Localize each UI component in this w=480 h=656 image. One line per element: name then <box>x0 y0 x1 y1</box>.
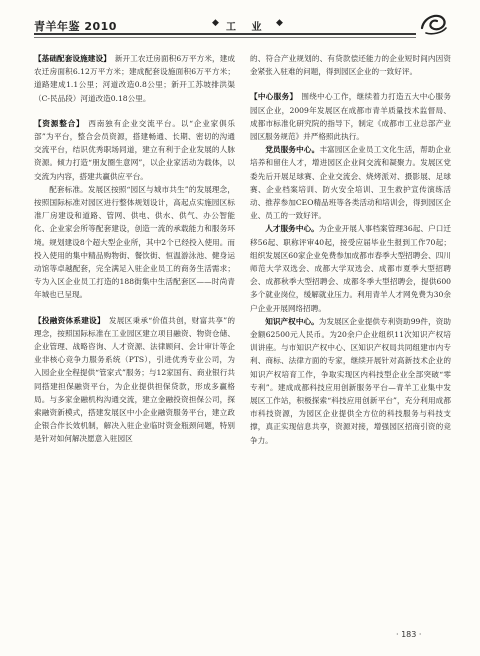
subsection-paragraph <box>250 222 451 314</box>
page-header <box>0 0 480 44</box>
paragraph <box>250 52 451 78</box>
subsection-text: 丰富园区企业员工文化生活，帮助企业培养和留住人才，增进园区企业间交流和凝聚力。发展区党委先后开展足球赛、企业交流会、烧烤派对、摄影展、足球赛、企业档案培训、防火安全培训、卫生救护宣传演练活动、推荐参加CEO精品班等各类活动和培训会，得到园区企业、员工的一致好评。 <box>250 145 452 221</box>
subsection-title: 知识产权中心。 <box>265 316 319 326</box>
subsection-paragraph <box>250 143 451 222</box>
right-column <box>250 52 451 459</box>
diamond-left-icon: ◆ <box>212 18 219 28</box>
paragraph-text: 的、符合产业规划的、有贷款偿还能力的企业短时间内因资金紧张入驻难的问题，得到园区企业的一致好评。 <box>250 54 451 77</box>
article-section <box>34 52 235 105</box>
paragraph-text: 新开工农迁房面积6万平方米，建成农迁房面积6.12万平方米；建成配套设施面积6万平方米；道路建成1.1公里；河道改造0.8公里；新开工苏坡排洪渠（C-民品段）河道改造0.18公里。 <box>34 54 235 103</box>
article-section <box>34 117 235 302</box>
section-heading: 【中心服务】 <box>250 92 298 102</box>
paragraph-text: 围绕中心工作，继续着力打造五大中心服务园区企业，2009年发展区在成都市青羊质量技术监督局、成都市标准化研究院的指导下，制定《成都市工业总部产业园区服务规范》并严格照此执行。 <box>250 92 452 142</box>
subsection-paragraph <box>250 315 451 447</box>
article-section <box>34 314 235 446</box>
paragraph <box>34 52 235 105</box>
subsection-title: 党员服务中心。 <box>265 145 320 155</box>
section-heading: 【基础配套设施建设】 <box>34 54 111 63</box>
paragraph <box>34 183 235 302</box>
page-number: · 183 · <box>396 630 422 639</box>
swirl-logo-icon <box>418 6 450 38</box>
subsection-text: 为企业开展人事档案管理36起、户口迁移56起、职称评审40起，接受应届毕业生报到工作70起；组织发展区60家企业免费参加成都市春季大型招聘会、四川师范大学双选会、成都大学双选会、成都市夏季大型招聘会、成都秋季大型招聘会、成都冬季大型招聘会，提供600多个就业岗位，缓解就业压力。利用青羊人才网免费为30余户企业开展网络招聘。 <box>250 224 451 313</box>
section-heading: 【投融资体系建设】 <box>34 315 105 325</box>
paragraph <box>34 117 235 183</box>
header-rule-thin <box>34 37 416 38</box>
publication-title: 青羊年鉴 2010 <box>34 20 117 33</box>
article-section <box>250 90 451 446</box>
article-section <box>250 52 451 78</box>
paragraph-text: 配套标准。发展区按照“园区与城市共生”的发展理念，按照国际标准对园区进行整体规划设计，高起点实施园区标准厂房建设和道路、管网、供电、供水、供气、办公智能化、企业家会所等配套建设，创造一流的承载能力和服务环境。规划建设8个超大型企业所，其中2个已经投入使用。而投入使用的集中精品购物街、餐饮街、恒温游泳池、健身运动馆等卓越配套，完全满足入驻企业员工的商务生活需求；专为入区企业员工打造的188街集中生活配套区——时尚青年城也已呈现。 <box>34 184 235 300</box>
left-column <box>34 52 235 458</box>
paragraph <box>34 314 235 446</box>
section-title: 工 业 <box>226 22 268 33</box>
section-heading: 【资源整合】 <box>34 118 85 128</box>
subsection-title: 人才服务中心。 <box>265 224 319 234</box>
paragraph <box>250 90 451 143</box>
subsection-text: 为发展区企业提供专利资助99件，资助金额62500元人民币。为20余户企业组织11次知识产权培训讲座。与市知识产权中心、区知识产权局共同组建市内专利、商标、法律方面的专家，继续开展针对高新技术企业的知识产权培育工作，争取实现区内科技型企业全部突破“零专利”。建成成都科技应用创新服务平台—青羊工业集中发展区工作站，积极探索“科技应用创新平台”，充分利用成都市科技资源，为园区企业提供全方位的科技服务与科技支撑，真正实现信息共享，资源对接，增强园区招商引资的竞争力。 <box>250 316 451 445</box>
paragraph-text: 发展区秉承“价值共创，财富共享”的理念，按照国际标准在工业园区建立项目融资、物资仓储、企业管理、战略咨询、人才资源、法律顾问、会计审计等企业非核心竞争力服务系统（PTS），引进优秀专业公司，为入园企业全程提供“管家式”服务；与12家国有、商业银行共同搭建担保融资平台，为企业提供担保贷款，形成多赢格局。与多家金融机构沟通交流，建立金融投资担保公司，探索融资新模式，搭建发展区中小企业融资服务平台，建立政企银合作长效机制，解决入驻企业临时资金瓶颈问题，特别是针对如何解决愿意入驻园区 <box>34 315 235 444</box>
diamond-right-icon: ◆ <box>276 18 283 28</box>
paragraph-text: 西南独有企业交流平台。以“企业家俱乐部”为平台，整合会员资源，搭建畅通、长期、密切的沟通交流平台，结识优秀职场同道，建立有利于企业发展的人脉资源。倾力打造“朋友圈生意网”，以企业家活动为载体，以交流为内容，搭建共赢供应平台。 <box>34 118 236 181</box>
header-rule <box>34 33 416 35</box>
